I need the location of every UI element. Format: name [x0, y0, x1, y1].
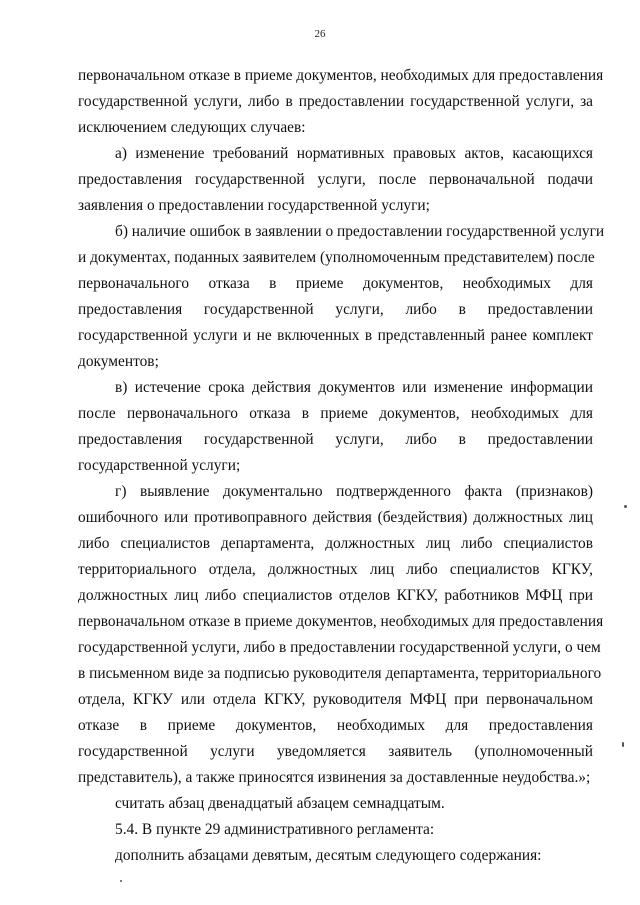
text-line: должностных лиц либо специалистов отделов КГКУ, работников МФЦ при	[78, 587, 593, 604]
document-body	[78, 63, 605, 869]
text-line: в) истечение срока действия документов или изменение информации	[115, 379, 593, 396]
text-line: государственной услуги, либо в предоставлении государственной услуги, о чем	[78, 639, 601, 656]
text-line: предоставления государственной услуги, либо в предоставлении	[78, 301, 593, 318]
text-line: исключением следующих случаев:	[78, 119, 306, 136]
text-line: отдела, КГКУ или отдела КГКУ, руководителя МФЦ при первоначальном	[78, 691, 593, 708]
scan-speck	[624, 505, 627, 508]
text-line: государственной услуги и не включенных в представленный ранее комплект	[78, 327, 593, 344]
text-line: заявления о предоставлении государственной услуги;	[78, 197, 430, 214]
text-line: г) выявление документально подтвержденного факта (признаков)	[115, 483, 593, 500]
text-line: представитель), а также приносятся извинения за доставленные неудобства.»;	[78, 769, 591, 786]
text-line: документов;	[78, 353, 159, 370]
scan-speck	[120, 880, 122, 882]
text-line: предоставления государственной услуги, после первоначальной подачи	[78, 171, 593, 188]
text-line: и документах, поданных заявителем (уполномоченным представителем) после	[78, 249, 595, 266]
text-line: дополнить абзацами девятым, десятым следующего содержания:	[115, 847, 542, 864]
text-line: ошибочного или противоправного действия (бездействия) должностных лиц	[78, 509, 593, 526]
text-line: 5.4. В пункте 29 административного регламента:	[115, 821, 435, 838]
scan-speck	[622, 742, 624, 747]
text-line: государственной услуги;	[78, 457, 241, 474]
text-line: государственной услуги, либо в предоставлении государственной услуги, за	[78, 93, 593, 110]
text-line: территориального отдела, должностных лиц либо специалистов КГКУ,	[78, 561, 593, 578]
text-line: предоставления государственной услуги, либо в предоставлении	[78, 431, 593, 448]
text-line: после первоначального отказа в приеме документов, необходимых для	[78, 405, 593, 422]
text-line: государственной услуги уведомляется заявитель (уполномоченный	[78, 743, 593, 760]
text-line: первоначального отказа в приеме документов, необходимых для	[78, 275, 593, 292]
text-line: считать абзац двенадцатый абзацем семнадцатым.	[115, 795, 445, 812]
text-line: а) изменение требований нормативных правовых актов, касающихся	[115, 145, 593, 162]
text-line: отказе в приеме документов, необходимых для предоставления	[78, 717, 593, 734]
text-line: либо специалистов департамента, должностных лиц либо специалистов	[78, 535, 593, 552]
text-line: первоначальном отказе в приеме документов, необходимых для предоставления	[78, 613, 604, 630]
text-line: б) наличие ошибок в заявлении о предоставлении государственной услуги	[115, 223, 605, 240]
text-line: первоначальном отказе в приеме документов, необходимых для предоставления	[78, 67, 604, 84]
text-line: в письменном виде за подписью руководителя департамента, территориального	[78, 665, 602, 682]
page-number: 26	[314, 28, 326, 40]
